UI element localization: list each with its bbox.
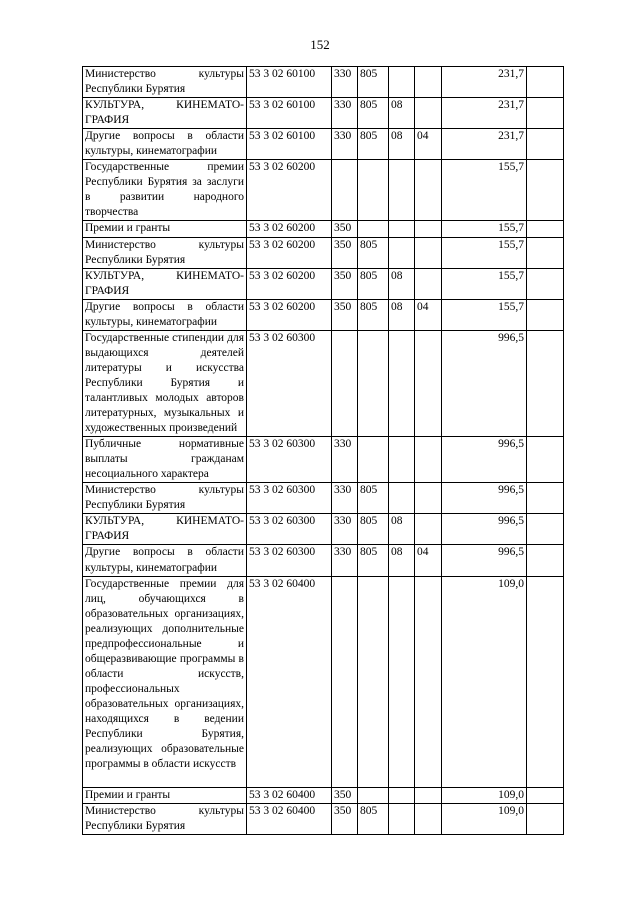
row-sum: 231,7 [442, 67, 527, 98]
row-section: 805 [358, 803, 389, 834]
row-empty-cell [527, 787, 564, 803]
row-section [358, 330, 389, 436]
row-subsection [389, 67, 415, 98]
row-target [415, 221, 442, 237]
row-subsection [389, 576, 415, 787]
row-name: Другие вопросы в области культуры, кинематографии [83, 545, 247, 576]
budget-table-body [83, 67, 564, 835]
row-section: 805 [358, 129, 389, 160]
row-sum: 996,5 [442, 330, 527, 436]
row-empty-cell [527, 67, 564, 98]
row-sum: 109,0 [442, 787, 527, 803]
row-sum: 109,0 [442, 576, 527, 787]
row-empty-cell [527, 237, 564, 268]
row-subsection [389, 803, 415, 834]
row-ved: 330 [332, 437, 358, 483]
row-section: 805 [358, 98, 389, 129]
row-section [358, 221, 389, 237]
row-empty-cell [527, 330, 564, 436]
row-name: Министерство культуры Республики Бурятия [83, 67, 247, 98]
row-empty-cell [527, 514, 564, 545]
row-subsection: 08 [389, 98, 415, 129]
budget-table [82, 66, 564, 835]
table-row [83, 299, 564, 330]
row-code: 53 3 02 60200 [247, 237, 332, 268]
table-row [83, 437, 564, 483]
row-name: КУЛЬТУРА, КИНЕМАТО-ГРАФИЯ [83, 514, 247, 545]
row-subsection [389, 787, 415, 803]
row-target: 04 [415, 299, 442, 330]
row-code: 53 3 02 60300 [247, 545, 332, 576]
row-subsection [389, 437, 415, 483]
row-ved [332, 330, 358, 436]
row-sum: 996,5 [442, 514, 527, 545]
table-row [83, 545, 564, 576]
row-name: Публичные нормативные выплаты гражданам несоциального характера [83, 437, 247, 483]
row-ved [332, 576, 358, 787]
row-ved: 330 [332, 98, 358, 129]
row-ved: 350 [332, 803, 358, 834]
row-sum: 155,7 [442, 268, 527, 299]
row-empty-cell [527, 221, 564, 237]
row-ved: 350 [332, 221, 358, 237]
row-section: 805 [358, 299, 389, 330]
row-empty-cell [527, 160, 564, 221]
row-section: 805 [358, 237, 389, 268]
row-subsection: 08 [389, 545, 415, 576]
row-empty-cell [527, 437, 564, 483]
row-target [415, 67, 442, 98]
row-subsection: 08 [389, 129, 415, 160]
row-sum: 109,0 [442, 803, 527, 834]
row-subsection [389, 483, 415, 514]
row-ved: 350 [332, 787, 358, 803]
row-ved: 350 [332, 299, 358, 330]
row-code: 53 3 02 60400 [247, 787, 332, 803]
row-target: 04 [415, 129, 442, 160]
row-target [415, 437, 442, 483]
table-row [83, 803, 564, 834]
row-target: 04 [415, 545, 442, 576]
row-code: 53 3 02 60100 [247, 98, 332, 129]
row-target [415, 483, 442, 514]
row-ved: 330 [332, 67, 358, 98]
row-sum: 231,7 [442, 98, 527, 129]
row-sum: 996,5 [442, 437, 527, 483]
row-section: 805 [358, 268, 389, 299]
table-row [83, 129, 564, 160]
row-name: КУЛЬТУРА, КИНЕМАТО-ГРАФИЯ [83, 98, 247, 129]
row-empty-cell [527, 268, 564, 299]
row-code: 53 3 02 60300 [247, 483, 332, 514]
row-code: 53 3 02 60200 [247, 268, 332, 299]
row-section [358, 576, 389, 787]
row-sum: 996,5 [442, 483, 527, 514]
row-target [415, 237, 442, 268]
row-sum: 231,7 [442, 129, 527, 160]
table-row [83, 67, 564, 98]
row-sum: 155,7 [442, 160, 527, 221]
row-section: 805 [358, 545, 389, 576]
row-empty-cell [527, 299, 564, 330]
row-subsection: 08 [389, 299, 415, 330]
row-empty-cell [527, 576, 564, 787]
row-name: Государственные премии Республики Бурятия за заслуги в развитии народного творчества [83, 160, 247, 221]
table-row [83, 330, 564, 436]
row-code: 53 3 02 60300 [247, 514, 332, 545]
page-number: 152 [310, 37, 330, 52]
row-ved: 350 [332, 237, 358, 268]
row-subsection [389, 330, 415, 436]
row-target [415, 803, 442, 834]
row-subsection [389, 221, 415, 237]
row-section [358, 437, 389, 483]
row-section: 805 [358, 67, 389, 98]
table-row [83, 221, 564, 237]
row-target [415, 98, 442, 129]
row-subsection: 08 [389, 514, 415, 545]
row-name: Министерство культуры Республики Бурятия [83, 237, 247, 268]
row-ved: 330 [332, 545, 358, 576]
row-subsection [389, 160, 415, 221]
row-name: Премии и гранты [83, 787, 247, 803]
row-target [415, 268, 442, 299]
row-code: 53 3 02 60300 [247, 330, 332, 436]
row-sum: 155,7 [442, 237, 527, 268]
table-row [83, 483, 564, 514]
row-target [415, 330, 442, 436]
row-ved: 330 [332, 514, 358, 545]
row-subsection [389, 237, 415, 268]
row-name: КУЛЬТУРА, КИНЕМАТО-ГРАФИЯ [83, 268, 247, 299]
row-section: 805 [358, 483, 389, 514]
row-name: Премии и гранты [83, 221, 247, 237]
row-name: Министерство культуры Республики Бурятия [83, 803, 247, 834]
row-name: Государственные премии для лиц, обучающихся в образовательных организациях, реализующих дополнительные предпрофессиональные и общеразвивающие программы в области искусств, профессиональных образовательных организациях, находящихся в ведении Республики Бурятия, реализующих образовательные программы в области искусств [83, 576, 247, 787]
row-code: 53 3 02 60100 [247, 67, 332, 98]
row-empty-cell [527, 545, 564, 576]
row-section: 805 [358, 514, 389, 545]
row-code: 53 3 02 60200 [247, 299, 332, 330]
row-name: Государственные стипендии для выдающихся деятелей литературы и искусства Республики Бурятия и талантливых молодых авторов литературных, музыкальных и художественных произведений [83, 330, 247, 436]
row-target [415, 787, 442, 803]
table-row [83, 160, 564, 221]
row-sum: 155,7 [442, 221, 527, 237]
table-row [83, 268, 564, 299]
row-ved: 350 [332, 268, 358, 299]
row-code: 53 3 02 60100 [247, 129, 332, 160]
table-row [83, 576, 564, 787]
row-subsection: 08 [389, 268, 415, 299]
row-empty-cell [527, 129, 564, 160]
row-empty-cell [527, 98, 564, 129]
row-code: 53 3 02 60400 [247, 576, 332, 787]
table-row [83, 98, 564, 129]
row-code: 53 3 02 60400 [247, 803, 332, 834]
row-empty-cell [527, 483, 564, 514]
row-code: 53 3 02 60200 [247, 160, 332, 221]
row-name: Другие вопросы в области культуры, кинематографии [83, 129, 247, 160]
row-code: 53 3 02 60200 [247, 221, 332, 237]
row-sum: 155,7 [442, 299, 527, 330]
row-ved: 330 [332, 483, 358, 514]
row-ved [332, 160, 358, 221]
row-target [415, 576, 442, 787]
row-name: Министерство культуры Республики Бурятия [83, 483, 247, 514]
row-section [358, 787, 389, 803]
table-row [83, 787, 564, 803]
row-target [415, 514, 442, 545]
row-ved: 330 [332, 129, 358, 160]
row-sum: 996,5 [442, 545, 527, 576]
row-target [415, 160, 442, 221]
row-name: Другие вопросы в области культуры, кинематографии [83, 299, 247, 330]
row-section [358, 160, 389, 221]
table-row [83, 237, 564, 268]
row-code: 53 3 02 60300 [247, 437, 332, 483]
row-empty-cell [527, 803, 564, 834]
table-row [83, 514, 564, 545]
